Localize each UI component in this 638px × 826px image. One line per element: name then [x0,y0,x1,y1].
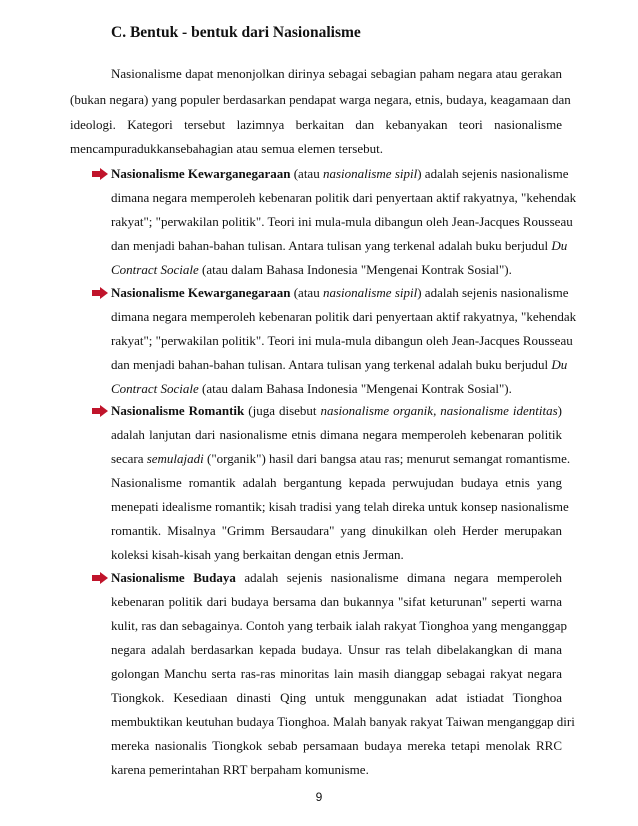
list-item-line: Nasionalisme Kewarganegaraan (atau nasionalisme sipil) adalah sejenis nasionalisme [111,166,569,181]
list-item-line: adalah lanjutan dari nasionalisme etnis dimana negara memperoleh kebenaran politik [111,427,562,442]
list-item-line: rakyat"; "perwakilan politik". Teori ini mula-mula dibangun oleh Jean-Jacques Rousseau [111,333,573,348]
section-heading: C. Bentuk - bentuk dari Nasionalisme [111,24,361,41]
list-item-line: dimana negara memperoleh kebenaran politik dari penyertaan aktif rakyatnya, "kehendak [111,190,577,205]
arrow-bullet-icon [92,287,108,299]
list-item-line: kulit, ras dan sebagainya. Contoh yang terbaik ialah rakyat Tionghoa yang menganggap [111,618,567,633]
arrow-bullet-icon [92,572,108,584]
list-item-line: Nasionalisme romantik adalah bergantung kepada perwujudan budaya etnis yang [111,475,562,490]
intro-line: mencampuradukkansebahagian atau semua elemen tersebut. [70,141,383,156]
list-item-line: dimana negara memperoleh kebenaran politik dari penyertaan aktif rakyatnya, "kehendak [111,309,577,324]
list-item-line: Tiongkok. Kesediaan dinasti Qing untuk menggunakan adat istiadat Tionghoa [111,690,562,705]
page-number: 9 [315,790,323,804]
list-item-line: dan menjadi bahan-bahan tulisan. Antara tulisan yang terkenal adalah buku berjudul Du [111,357,568,372]
list-item-line: koleksi kisah-kisah yang berkaitan dengan etnis Jerman. [111,547,404,562]
list-item-line: kebenaran politik dari budaya bersama dan bukannya "sifat keturunan" seperti warna [111,594,562,609]
list-item-line: dan menjadi bahan-bahan tulisan. Antara tulisan yang terkenal adalah buku berjudul Du [111,238,568,253]
list-item-line: menepati idealisme romantik; kisah tradisi yang telah direka untuk konsep nasionalisme [111,499,569,514]
list-item-line: Nasionalisme Kewarganegaraan (atau nasionalisme sipil) adalah sejenis nasionalisme [111,285,569,300]
list-item-line: Nasionalisme Romantik (juga disebut nasionalisme organik, nasionalisme identitas) [111,403,563,418]
arrow-bullet-icon [92,405,108,417]
list-item-line: mereka nasionalis Tiongkok sebab persamaan budaya mereka tetapi menolak RRC [111,738,562,753]
list-item-line: Contract Sociale (atau dalam Bahasa Indonesia "Mengenai Kontrak Sosial"). [111,381,512,396]
intro-line: (bukan negara) yang populer berdasarkan pendapat warga negara, etnis, budaya, keagamaan dan [70,92,571,107]
list-item-line: secara semulajadi ("organik") hasil dari bangsa atau ras; menurut semangat romantisme. [111,451,571,466]
arrow-bullet-icon [92,168,108,180]
list-item-line: membuktikan keutuhan budaya Tionghoa. Malah banyak rakyat Taiwan menganggap diri [111,714,575,729]
intro-line: ideologi. Kategori tersebut lazimnya berkaitan dan kebanyakan teori nasionalisme [70,117,562,132]
list-item-line: Nasionalisme Budaya adalah sejenis nasionalisme dimana negara memperoleh [111,570,562,585]
list-item-line: romantik. Misalnya "Grimm Bersaudara" yang dinukilkan oleh Herder merupakan [111,523,562,538]
intro-line: Nasionalisme dapat menonjolkan dirinya sebagai sebagian paham negara atau gerakan [111,66,562,81]
list-item-line: rakyat"; "perwakilan politik". Teori ini mula-mula dibangun oleh Jean-Jacques Rousseau [111,214,573,229]
list-item-line: Contract Sociale (atau dalam Bahasa Indonesia "Mengenai Kontrak Sosial"). [111,262,512,277]
list-item-line: negara adalah berdasarkan kepada budaya. Unsur ras telah dibelakangkan di mana [111,642,562,657]
list-item-line: golongan Manchu serta ras-ras minoritas lain masih dianggap sebagai rakyat negara [111,666,562,681]
list-item-line: karena pemerintahan RRT berpaham komunisme. [111,762,369,777]
